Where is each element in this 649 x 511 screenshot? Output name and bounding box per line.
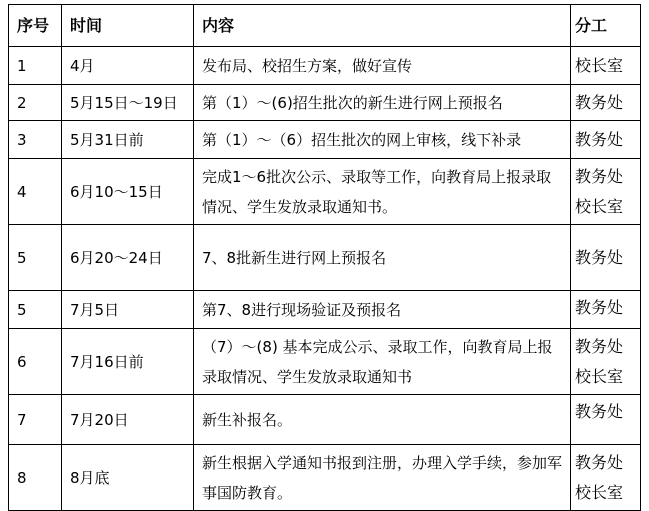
content-text: （7）～(8) 基本完成公示、录取工作，向教育局上报录取情况、学生发放录取通知书 — [202, 337, 553, 386]
table-row — [9, 445, 641, 511]
cell-content: 7、8批新生进行网上预报名 — [194, 225, 571, 291]
cell-content: 发布局、校招生方案，做好宣传 — [194, 47, 571, 85]
header-content: 内容 — [194, 5, 571, 47]
assign-line: 教务处 — [575, 452, 624, 472]
assign-line: 校长室 — [575, 55, 624, 75]
cell-assign — [571, 47, 641, 85]
table-row — [9, 159, 641, 225]
schedule-table — [8, 4, 641, 511]
assign-line: 教务处 — [575, 129, 624, 149]
cell-time: 6月10～15日 — [62, 159, 194, 225]
cell-assign — [571, 159, 641, 225]
cell-content — [194, 329, 571, 395]
cell-seq: 2 — [9, 85, 62, 121]
table-row — [9, 225, 641, 291]
cell-seq: 4 — [9, 159, 62, 225]
cell-assign — [571, 291, 641, 329]
assign-line: 教务处 — [575, 336, 624, 356]
header-seq: 序号 — [9, 5, 62, 47]
cell-time: 8月底 — [62, 445, 194, 511]
cell-content: 第（1）～(6)招生批次的新生进行网上预报名 — [194, 85, 571, 121]
assign-line: 教务处 — [575, 92, 624, 112]
header-time: 时间 — [62, 5, 194, 47]
cell-content: 第（1）～（6）招生批次的网上审核，线下补录 — [194, 121, 571, 159]
header-row — [9, 5, 641, 47]
cell-assign — [571, 85, 641, 121]
header-assign: 分工 — [571, 5, 641, 47]
cell-seq: 5 — [9, 291, 62, 329]
cell-content — [194, 159, 571, 225]
cell-seq: 1 — [9, 47, 62, 85]
table-row — [9, 395, 641, 445]
cell-time: 7月20日 — [62, 395, 194, 445]
content-text: 完成1～6批次公示、录取等工作，向教育局上报录取情况、学生发放录取通知书。 — [202, 167, 552, 216]
assign-line: 校长室 — [575, 482, 624, 502]
cell-assign — [571, 395, 641, 445]
assign-line: 校长室 — [575, 196, 624, 216]
table-row — [9, 85, 641, 121]
cell-seq: 8 — [9, 445, 62, 511]
cell-time: 5月15日～19日 — [62, 85, 194, 121]
table-row — [9, 121, 641, 159]
cell-assign — [571, 225, 641, 291]
table-row — [9, 47, 641, 85]
cell-content: 新生补报名。 — [194, 395, 571, 445]
assign-line: 教务处 — [575, 298, 624, 317]
cell-time: 4月 — [62, 47, 194, 85]
cell-time: 6月20～24日 — [62, 225, 194, 291]
assign-line: 教务处 — [575, 247, 624, 267]
table-row — [9, 329, 641, 395]
table-row — [9, 291, 641, 329]
cell-time: 5月31日前 — [62, 121, 194, 159]
cell-seq: 3 — [9, 121, 62, 159]
content-text: 新生根据入学通知书报到注册，办理入学手续，参加军事国防教育。 — [202, 453, 563, 502]
assign-line: 教务处 — [575, 166, 624, 186]
cell-time: 7月5日 — [62, 291, 194, 329]
cell-time: 7月16日前 — [62, 329, 194, 395]
cell-content: 第7、8进行现场验证及预报名 — [194, 291, 571, 329]
cell-assign — [571, 329, 641, 395]
cell-content — [194, 445, 571, 511]
cell-assign — [571, 445, 641, 511]
cell-assign — [571, 121, 641, 159]
assign-line: 校长室 — [575, 366, 624, 386]
cell-seq: 5 — [9, 225, 62, 291]
cell-seq: 6 — [9, 329, 62, 395]
cell-seq: 7 — [9, 395, 62, 445]
assign-line: 教务处 — [575, 402, 624, 421]
